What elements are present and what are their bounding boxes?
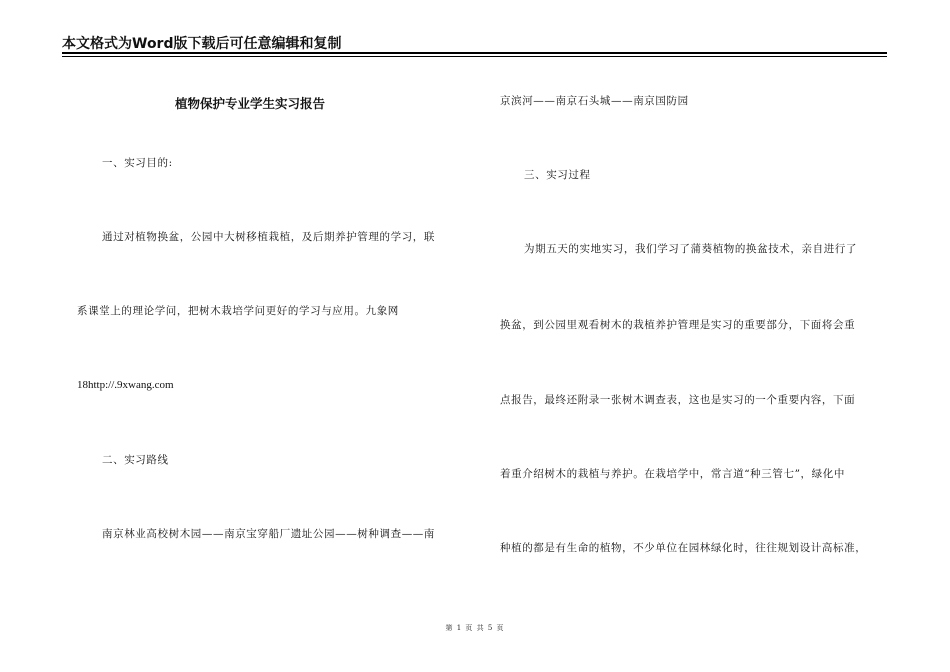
paragraph-line-url: 18http://.9xwang.com (77, 379, 174, 391)
header-rule-thick (62, 52, 887, 54)
paragraph-line: 着重介绍树木的栽植与养护。在栽培学中，常言道“种三管七”，绿化中 (500, 468, 845, 480)
section-heading-purpose: 一、实习目的: (102, 157, 173, 169)
paragraph-line: 换盆，到公园里观看树木的栽植养护管理是实习的重要部分，下面将会重 (500, 319, 856, 331)
paragraph-line: 系课堂上的理论学问，把树木栽培学问更好的学习与应用。九象网 (77, 305, 399, 317)
paragraph-line: 京滨河——南京石头城——南京国防园 (500, 95, 689, 107)
paragraph-line: 通过对植物换盆，公园中大树移植栽植，及后期养护管理的学习，联 (102, 231, 435, 243)
page-indicator: 第 1 页 共 5 页 (445, 624, 505, 632)
header-rule-thin (62, 56, 887, 57)
section-heading-route: 二、实习路线 (102, 454, 169, 466)
paragraph-line: 为期五天的实地实习，我们学习了蒲葵植物的换盆技术，亲自进行了 (524, 243, 857, 255)
document-title: 植物保护专业学生实习报告 (175, 96, 326, 111)
paragraph-line: 南京林业高校树木园——南京宝穿船厂遗址公园——树种调查——南 (102, 528, 435, 540)
paragraph-line: 点报告，最终还附录一张树木调查表，这也是实习的一个重要内容，下面 (500, 394, 856, 406)
top-banner: 本文格式为Word版下载后可任意编辑和复制 (62, 36, 342, 52)
paragraph-line: 种植的都是有生命的植物，不少单位在园林绿化时，往往规划设计高标准， (500, 542, 867, 554)
section-heading-process: 三、实习过程 (524, 169, 591, 181)
